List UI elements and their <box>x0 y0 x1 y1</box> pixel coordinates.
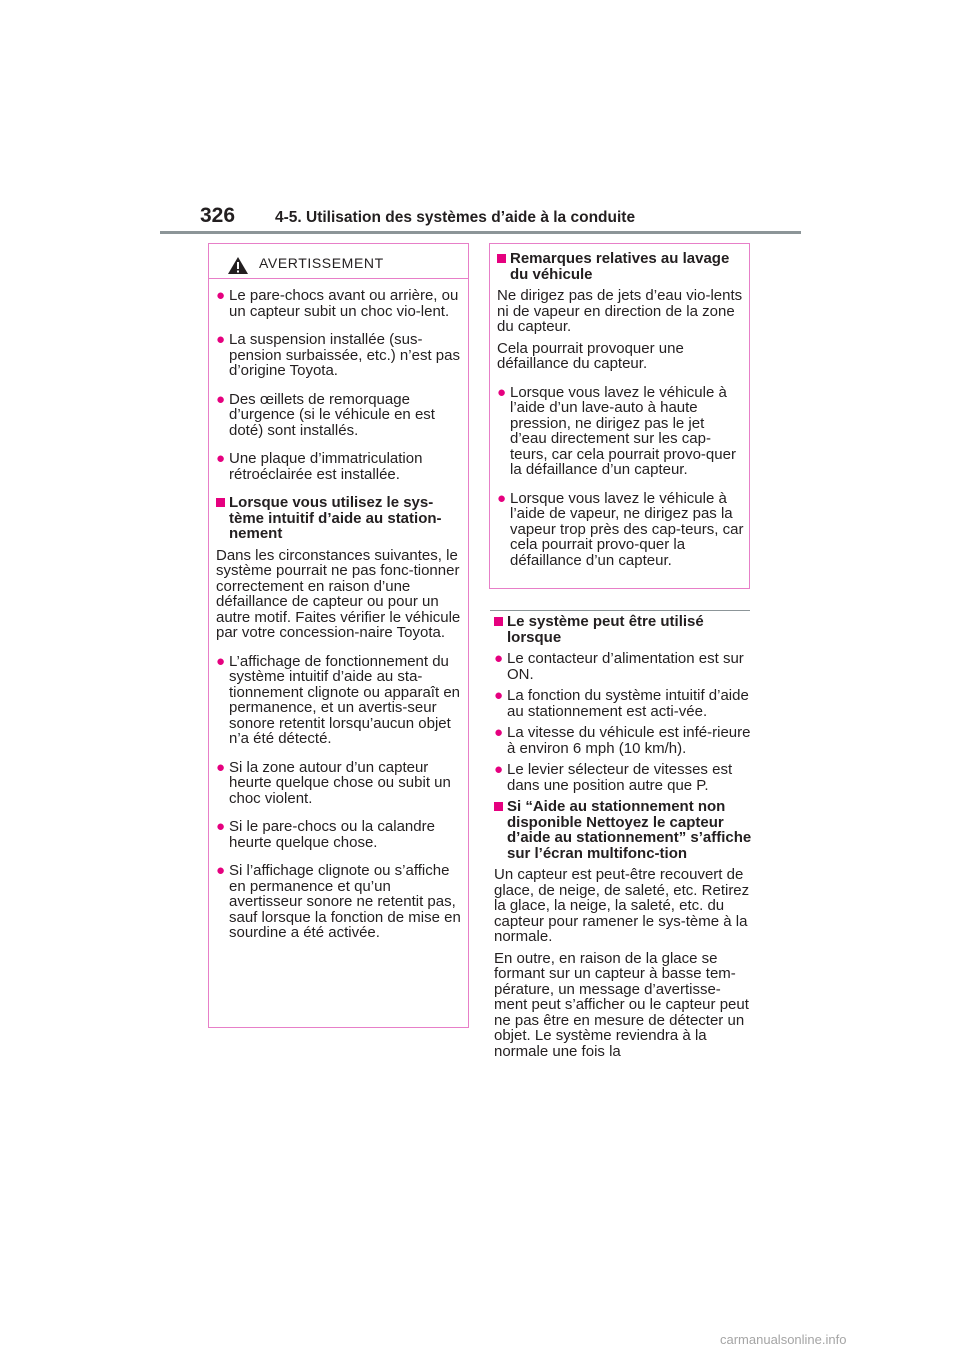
bullet-icon: ● <box>494 724 504 741</box>
bullet-icon: ● <box>216 862 226 879</box>
section-title: 4-5. Utilisation des systèmes d’aide à la conduite <box>275 209 636 226</box>
section-heading: Si “Aide au stationnement non disponible Nettoyez le capteur d’aide au stationnement” s’affiche sur l’écran multifonc-tion <box>494 799 752 861</box>
square-bullet-icon <box>497 254 506 263</box>
bullet-icon: ● <box>494 650 504 667</box>
warning-triangle-icon <box>227 256 249 275</box>
warning-paragraph: Dans les circonstances suivantes, le système pourrait ne pas fonc-tionner correctement en raison d’une défaillance de capteur ou pour un autre motif. Faites vérifier le véhicule par votre concession-naire Toyota. <box>216 546 461 641</box>
column-rule <box>490 610 750 611</box>
list-item: ● L’affichage de fonctionnement du système intuitif d’aide au sta-tionnement clignote ou apparaît en permanence, et un avertis-seur sonore retentit lorsqu’aucun objet n’a été détecté. <box>216 652 460 747</box>
list-item: ● Des œillets de remorquage d’urgence (si le véhicule en est doté) sont installés. <box>216 390 435 439</box>
body-paragraph: En outre, en raison de la glace se formant sur un capteur à basse tem-pérature, un message d’avertisse-ment peut s’afficher ou le capteur peut ne pas être en mesure de détecter un objet. Le système reviendra à la normale une fois la <box>494 949 749 1060</box>
list-item: ● Le pare-chocs avant ou arrière, ou un capteur subit un choc vio-lent. <box>216 287 459 320</box>
watermark: carmanualsonline.info <box>720 1332 847 1347</box>
note-paragraph: Cela pourrait provoquer une défaillance du capteur. <box>497 339 684 372</box>
list-item: ● La vitesse du véhicule est infé-rieure à environ 6 mph (10 km/h). <box>494 724 751 757</box>
bullet-icon: ● <box>216 758 226 776</box>
note-content <box>497 251 745 568</box>
bullet-icon: ● <box>494 761 504 778</box>
header-rule <box>160 231 801 234</box>
bullet-icon: ● <box>216 652 226 670</box>
body-paragraph: Un capteur est peut-être recouvert de glace, de neige, de saleté, etc. Retirez la glace, la neige, la saleté, etc. du capteur pour ramener le sys-tème à la normale. <box>494 866 750 945</box>
list-item: ● Si le pare-chocs ou la calandre heurte quelque chose. <box>216 818 435 851</box>
list-item: ● Le contacteur d’alimentation est sur ON. <box>494 650 744 683</box>
note-paragraph: Ne dirigez pas de jets d’eau vio-lents ni de vapeur en direction de la zone du capteur. <box>497 287 743 335</box>
bullet-icon: ● <box>216 818 226 835</box>
bullet-icon: ● <box>494 687 504 704</box>
list-item: ● Si l’affichage clignote ou s’affiche en permanence et qu’un avertisseur sonore ne retentit pas, sauf lorsque la fonction de mise en sourdine a été activée. <box>216 862 461 941</box>
list-item: ● Lorsque vous lavez le véhicule à l’aide d’un lave-auto à haute pression, ne dirigez pas le jet d’eau directement sur les cap-teurs, car cela pourrait provo-quer la défaillance d’un capteur. <box>497 383 736 478</box>
square-bullet-icon <box>494 802 503 811</box>
list-item: ● La fonction du système intuitif d’aide au stationnement est acti-vée. <box>494 687 749 720</box>
bullet-icon: ● <box>216 450 226 467</box>
list-item: ● Le levier sélecteur de vitesses est dans une position autre que P. <box>494 761 733 794</box>
bullet-icon: ● <box>216 390 226 408</box>
square-bullet-icon <box>216 498 225 507</box>
note-heading: Remarques relatives au lavage du véhicule <box>497 251 745 282</box>
washing-note-box <box>489 243 750 589</box>
bullet-icon: ● <box>497 383 507 401</box>
section-heading: Le système peut être utilisé lorsque <box>494 614 752 645</box>
bullet-icon: ● <box>497 489 507 507</box>
list-item: ● La suspension installée (sus-pension surbaissée, etc.) n’est pas d’origine Toyota. <box>216 331 460 379</box>
warning-header <box>209 244 468 279</box>
list-item: ● Une plaque d’immatriculation rétroéclairée est installée. <box>216 450 423 483</box>
bullet-icon: ● <box>216 287 226 304</box>
warning-content <box>216 282 464 941</box>
warning-title: AVERTISSEMENT <box>259 255 384 271</box>
warning-box <box>208 243 469 1028</box>
right-column <box>494 614 752 1059</box>
page-number: 326 <box>200 204 236 227</box>
list-item: ● Si la zone autour d’un capteur heurte quelque chose ou subit un choc violent. <box>216 758 451 807</box>
square-bullet-icon <box>494 617 503 626</box>
page-header <box>200 204 800 234</box>
list-item: ● Lorsque vous lavez le véhicule à l’aide de vapeur, ne dirigez pas la vapeur trop près des cap-teurs, car cela pourrait provo-quer la défaillance d’un capteur. <box>497 489 744 569</box>
warning-subheading: Lorsque vous utilisez le sys-tème intuitif d’aide au station-nement <box>216 495 464 542</box>
bullet-icon: ● <box>216 331 226 348</box>
